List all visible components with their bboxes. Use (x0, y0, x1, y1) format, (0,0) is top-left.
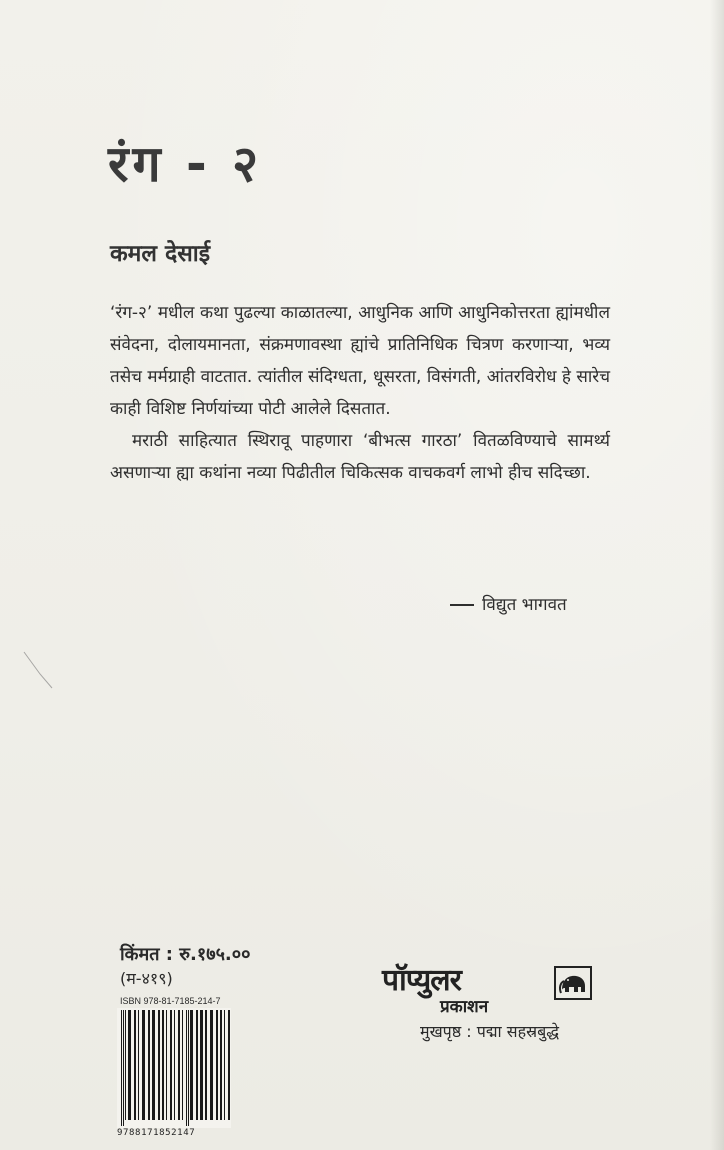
barcode-bar (128, 1010, 131, 1120)
barcode-icon (117, 1008, 231, 1128)
isbn-text: ISBN 978-81-7185-214-7 (120, 996, 221, 1006)
barcode-bar (188, 1010, 189, 1126)
barcode-bar (205, 1010, 207, 1120)
barcode-bar (162, 1010, 164, 1120)
barcode-bar (196, 1010, 198, 1120)
barcode-bar (138, 1010, 139, 1120)
barcode-digits: 9788171852147 (117, 1128, 196, 1138)
blurb-signature (450, 592, 567, 615)
barcode-bar (152, 1010, 155, 1120)
catalog-code: (म-४१९) (120, 969, 173, 988)
blurb-paragraph-1: ‘रंग-२’ मधील कथा पुढल्या काळातल्या, आधुनिक आणि आधुनिकोत्तरता ह्यांमधील संवेदना, दोलायमानता, संक्रमणावस्था ह्यांचे प्रातिनिधिक चित्रण करणाऱ्या, भव्य तसेच मर्मग्राही वाटतात. त्यांतील संदिग्धता, धूसरता, विसंगती, आंतरविरोध हे सारेच काही विशिष्ट निर्णयांच्या पोटी आलेले दिसतात. (110, 303, 610, 419)
book-title: रंग - २ (108, 135, 263, 193)
publisher-name: पॉप्युलर (382, 963, 461, 998)
barcode-bar (220, 1010, 222, 1120)
page-edge-shadow (710, 0, 724, 1150)
price-label: किंमत : रु.१७५.०० (120, 944, 251, 965)
barcode-bar (123, 1010, 124, 1126)
scratch-mark (22, 650, 62, 690)
barcode-bar (182, 1010, 183, 1120)
signature-name: विद्युत भागवत (482, 595, 567, 615)
elephant-icon (554, 966, 592, 1000)
barcode-bar (190, 1010, 193, 1120)
barcode-bar (166, 1010, 167, 1120)
blurb-paragraph-2: मराठी साहित्यात स्थिरावू पाहणारा ‘बीभत्स गारठा’ वितळविण्याचे सामर्थ्य असणाऱ्या ह्या कथांना नव्या पिढीतील चिकित्सक वाचकवर्ग लाभो हीच सदिच्छा. (110, 431, 610, 483)
barcode-bar (125, 1010, 126, 1120)
cover-credit: मुखपृष्ठ : पद्मा सहस्रबुद्धे (420, 1022, 559, 1041)
barcode-bar (148, 1010, 150, 1120)
blurb (110, 297, 610, 489)
barcode-bar (134, 1010, 136, 1120)
book-author: कमल देसाई (110, 241, 211, 267)
barcode-bar (158, 1010, 160, 1120)
barcode-bar (210, 1010, 213, 1120)
barcode-bar (170, 1010, 172, 1120)
publisher-subtitle: प्रकाशन (440, 997, 489, 1017)
barcode-bar (228, 1010, 230, 1120)
barcode-bar (200, 1010, 203, 1120)
barcode-bar (186, 1010, 187, 1126)
barcode-bar (121, 1010, 122, 1126)
barcode-bar (224, 1010, 225, 1120)
barcode-bar (216, 1010, 218, 1120)
barcode-bar (142, 1010, 145, 1120)
em-dash (450, 604, 474, 606)
barcode-bar (174, 1010, 175, 1120)
barcode-bar (178, 1010, 180, 1120)
